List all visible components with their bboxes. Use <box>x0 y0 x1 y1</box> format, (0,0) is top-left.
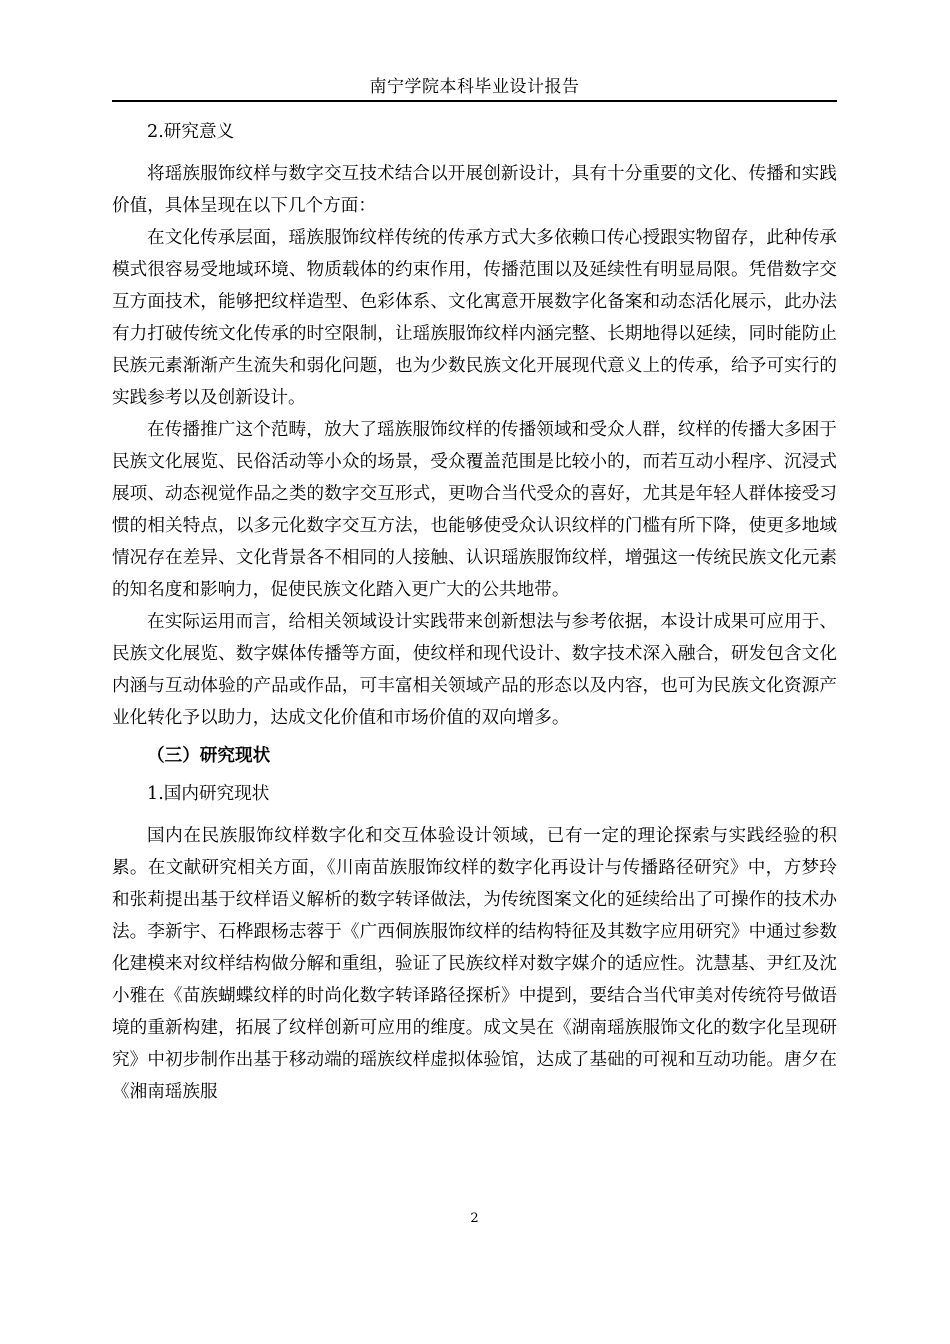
header-divider <box>112 100 837 102</box>
page-number: 2 <box>470 1211 479 1226</box>
page-header-title: 南宁学院本科毕业设计报告 <box>369 77 580 97</box>
paragraph-dissemination: 在传播推广这个范畴，放大了瑶族服饰纹样的传播领域和受众人群，纹样的传播大多困于民族文化展览、民俗活动等小众的场景，受众覆盖范围是比较小的，而若互动小程序、沉浸式展项、动态视觉作品之类的数字交互形式，更吻合当代受众的喜好，尤其是年轻人群体接受习惯的相关特点，以多元化数字交互方法，也能够使受众认识纹样的门槛有所下降，使更多地域情况存在差异、文化背景各不相同的人接触、认识瑶族服饰纹样，增强这一传统民族文化元素的知名度和影响力，促使民族文化踏入更广大的公共地带。 <box>112 420 837 600</box>
paragraph-intro: 将瑶族服饰纹样与数字交互技术结合以开展创新设计，具有十分重要的文化、传播和实践价值，具体呈现在以下几个方面： <box>112 164 837 216</box>
section-label-significance: 2.研究意义 <box>147 122 235 142</box>
document-body <box>112 116 837 1108</box>
section-label-domestic: 1.国内研究现状 <box>147 784 270 804</box>
paragraph-domestic-research: 国内在民族服饰纹样数字化和交互体验设计领域，已有一定的理论探索与实践经验的积累。在文献研究相关方面，《川南苗族服饰纹样的数字化再设计与传播路径研究》中，方梦玲和张莉提出基于纹样语义解析的数字转译做法，为传统图案文化的延续给出了可操作的技术办法。李新宇、石桦跟杨志蓉于《广西侗族服饰纹样的结构特征及其数字应用研究》中通过参数化建模来对纹样结构做分解和重组，验证了民族纹样对数字媒介的适应性。沈慧基、尹红及沈小雅在《苗族蝴蝶纹样的时尚化数字转译路径探析》中提到，要结合当代审美对传统符号做语境的重新构建，拓展了纹样创新可应用的维度。成文昊在《湖南瑶族服饰文化的数字化呈现研究》中初步制作出基于移动端的瑶族纹样虚拟体验馆，达成了基础的可视和互动功能。唐夕在《湘南瑶族服 <box>112 826 837 1102</box>
paragraph-practical-application: 在实际运用而言，给相关领域设计实践带来创新想法与参考依据，本设计成果可应用于、民族文化展览、数字媒体传播等方面，使纹样和现代设计、数字技术深入融合，研发包含文化内涵与互动体验的产品或作品，可丰富相关领域产品的形态以及内容，也可为民族文化资源产业化转化予以助力，达成文化价值和市场价值的双向增多。 <box>112 612 837 728</box>
section-heading-research-status: （三）研究现状 <box>147 745 271 766</box>
paragraph-cultural-heritage: 在文化传承层面，瑶族服饰纹样传统的传承方式大多依赖口传心授跟实物留存，此种传承模式很容易受地域环境、物质载体的约束作用，传播范围以及延续性有明显局限。凭借数字交互方面技术，能够把纹样造型、色彩体系、文化寓意开展数字化备案和动态活化展示，此办法有力打破传统文化传承的时空限制，让瑶族服饰纹样内涵完整、长期地得以延续，同时能防止民族元素渐渐产生流失和弱化问题，也为少数民族文化开展现代意义上的传承，给予可实行的实践参考以及创新设计。 <box>112 228 837 408</box>
